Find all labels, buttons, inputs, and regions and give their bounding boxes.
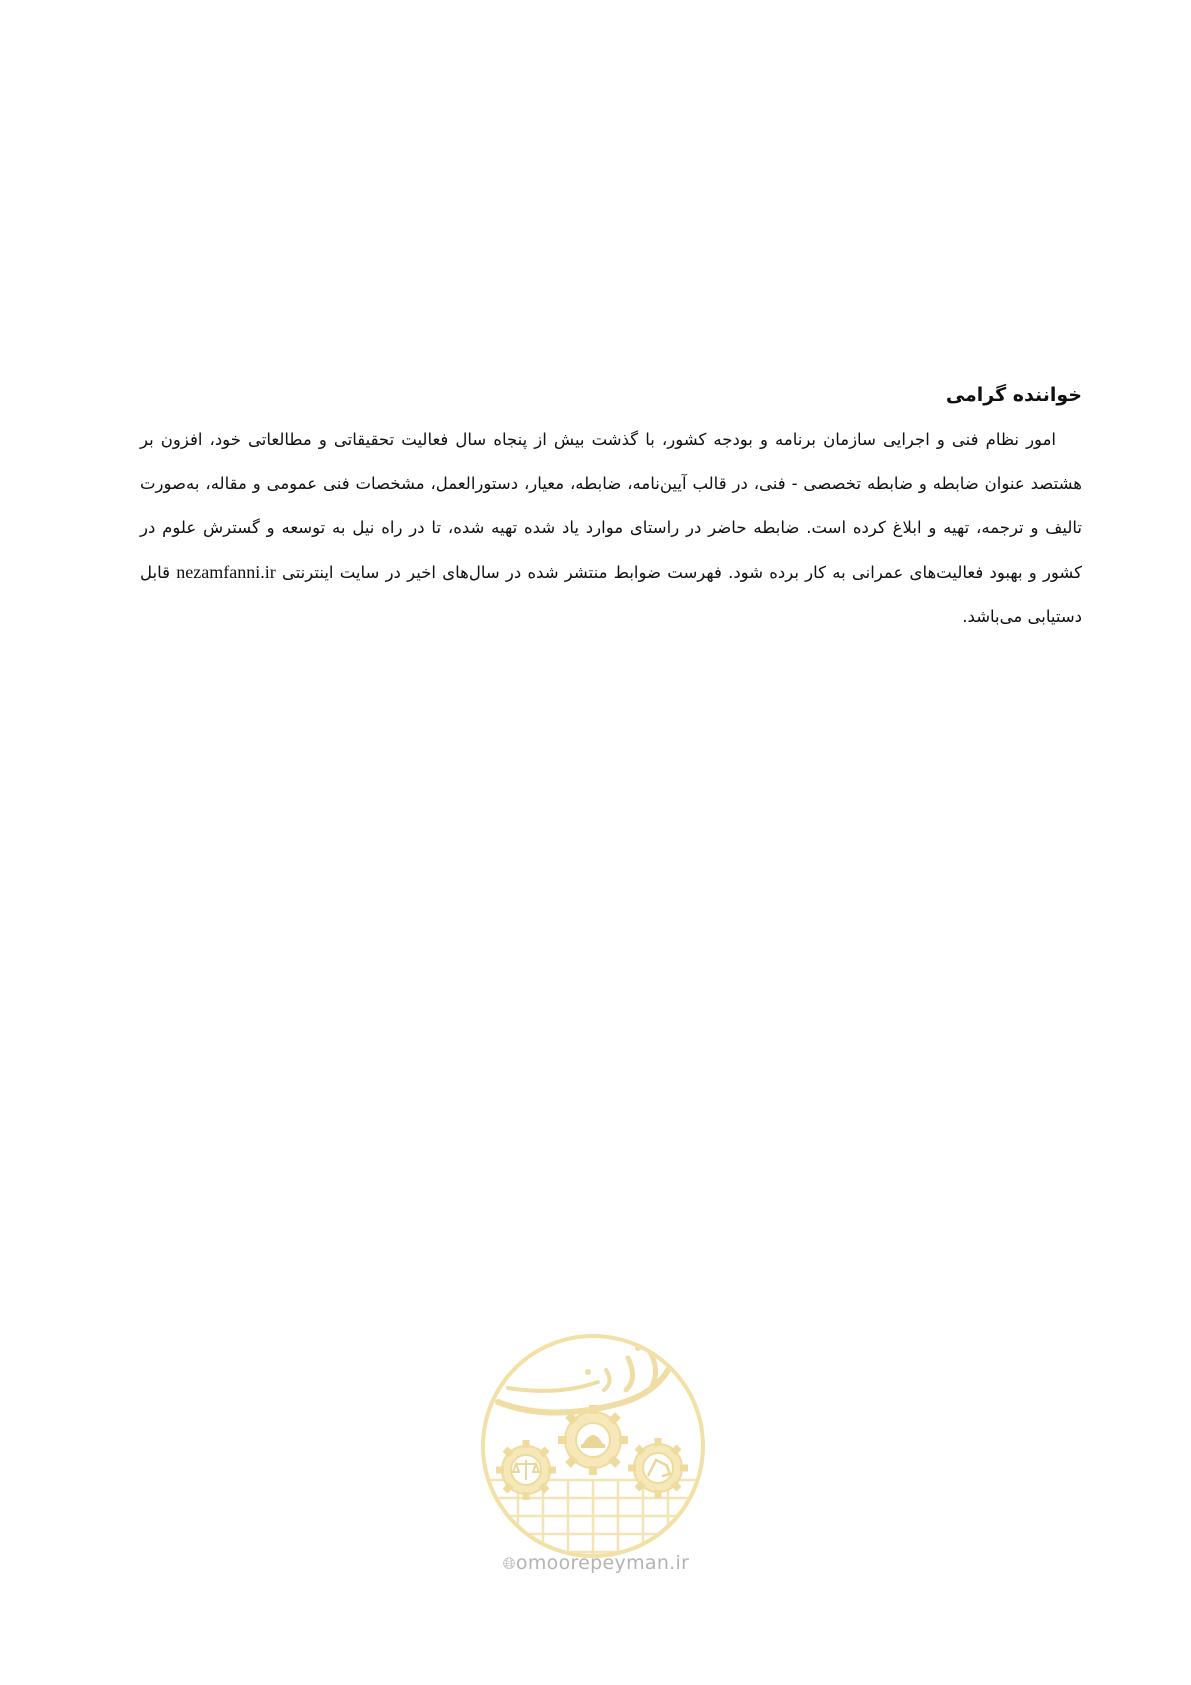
gear-left-icon <box>496 1440 556 1500</box>
watermark-url: omoorepeyman.ir <box>515 1552 690 1574</box>
document-heading: خواننده گرامی <box>945 384 1082 406</box>
website-link[interactable]: nezamfanni.ir <box>176 562 276 582</box>
gear-right-icon <box>628 1438 688 1498</box>
calligraphy-logo <box>498 1345 668 1413</box>
gear-center-icon <box>558 1405 628 1475</box>
paragraph-text-part1: امور نظام فنی و اجرایی سازمان برنامه و بودجه کشور، با گذشت بیش از پنجاه سال فعالیت تحقیقاتی و مطالعاتی خود، افزون بر هشتصد عنوان ضابطه و ضابطه تخصصی - فنی، در قالب آیین‌نامه، ضابطه، معیار، دستورالعمل، مشخصات فنی عمومی و مقاله، به‌صورت تالیف و ترجمه، تهیه و ابلاغ کرده است. ضابطه حاضر در راستای موارد یاد شده تهیه شده، تا در راه نیل به توسعه و گسترش علوم در کشور و بهبود فعالیت‌های عمرانی به کار برده شود. فهرست ضوابط منتشر شده در سال‌های اخیر در سایت اینترنتی <box>140 430 1083 582</box>
document-body <box>140 378 1082 639</box>
globe-icon: 🌐︎ <box>502 1554 516 1573</box>
paragraph-text-part2: قابل دستیابی می‌باشد. <box>140 563 1082 626</box>
watermark-caption <box>486 1552 706 1574</box>
watermark-logo <box>478 1330 708 1562</box>
document-paragraph <box>140 418 1082 639</box>
